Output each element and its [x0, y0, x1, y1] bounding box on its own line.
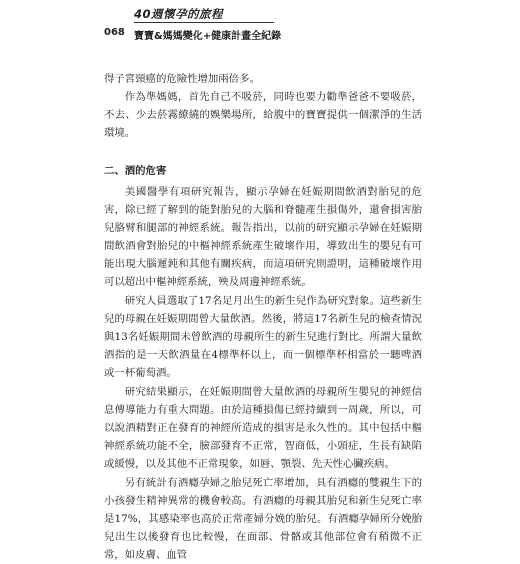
- paragraph: 得子宮頸癌的危險性增加兩倍多。: [104, 73, 260, 85]
- page-number: 068: [104, 27, 125, 38]
- header-divider: [134, 22, 274, 23]
- page-body: [104, 70, 422, 564]
- paragraph: 研究結果顯示，在妊娠期間曾大量飲酒的母親所生嬰兒的神經信息傳導能力有重大問題。由於這種損傷已經持續到一周歲，所以，可以說酒精對正在發育的神經所造成的損害是永久性的。其中包括中樞神經系統功能不全，臉部發育不正常，智商低，小頭症，生長有缺陷或緩慢，以及其他不正常現象，如唇、顎裂、先天性心臟疾病。: [104, 386, 422, 470]
- section-heading: 二、酒的危害: [104, 165, 167, 177]
- paragraph: 美國醫學有項研究報告，顯示孕婦在妊娠期間飲酒對胎兒的危害，除已經了解到的能對胎兒的大腦和脊髓產生損傷外，還會損害胎兒胳臂和腿部的神經系統。報告指出，以前的研究顯示孕婦在妊娠期間飲酒會對胎兒的中樞神經系統產生破壞作用，導致出生的嬰兒有可能出現大腦遲鈍和其他有關疾病，而這項研究則證明，這種破壞作用可以超出中樞神經系統，殃及周邊神經系統。: [104, 186, 422, 288]
- paragraph: 研究人員選取了17名足月出生的新生兒作為研究對象。這些新生兒的母親在妊娠期間曾大量飲酒。然後，將這17名新生兒的檢查情況與13名妊娠期間未曾飲酒的母親所生的新生兒進行對比。所謂大量飲酒指的是一天飲酒量在4標準杯以上，而一個標準杯相當於一聽啤酒或一杯葡萄酒。: [104, 295, 422, 379]
- header-subtitle: 寶寶&媽媽變化+健康計畫全紀錄: [134, 31, 282, 42]
- paragraph: 作為準媽媽，首先自己不吸菸，同時也要力勸準爸爸不要吸菸，不去、少去菸霧繚繞的娛樂場所，給腹中的寶寶提供一個潔淨的生活環境。: [104, 91, 422, 139]
- paragraph: 另有統計有酒癮孕婦之胎兒死亡率增加，具有酒癮的雙親生下的小孩發生精神異常的機會較高。有酒癮的母親其胎兒和新生兒死亡率是17%，其感染率也高於正常產婦分娩的胎兒。有酒癮孕婦所分娩胎兒出生以後發育也比較慢，在面部、骨骼或其他部位會有稍微不正常，如皮膚、血管: [104, 477, 422, 561]
- book-title: 40週懷孕的旅程: [134, 7, 224, 21]
